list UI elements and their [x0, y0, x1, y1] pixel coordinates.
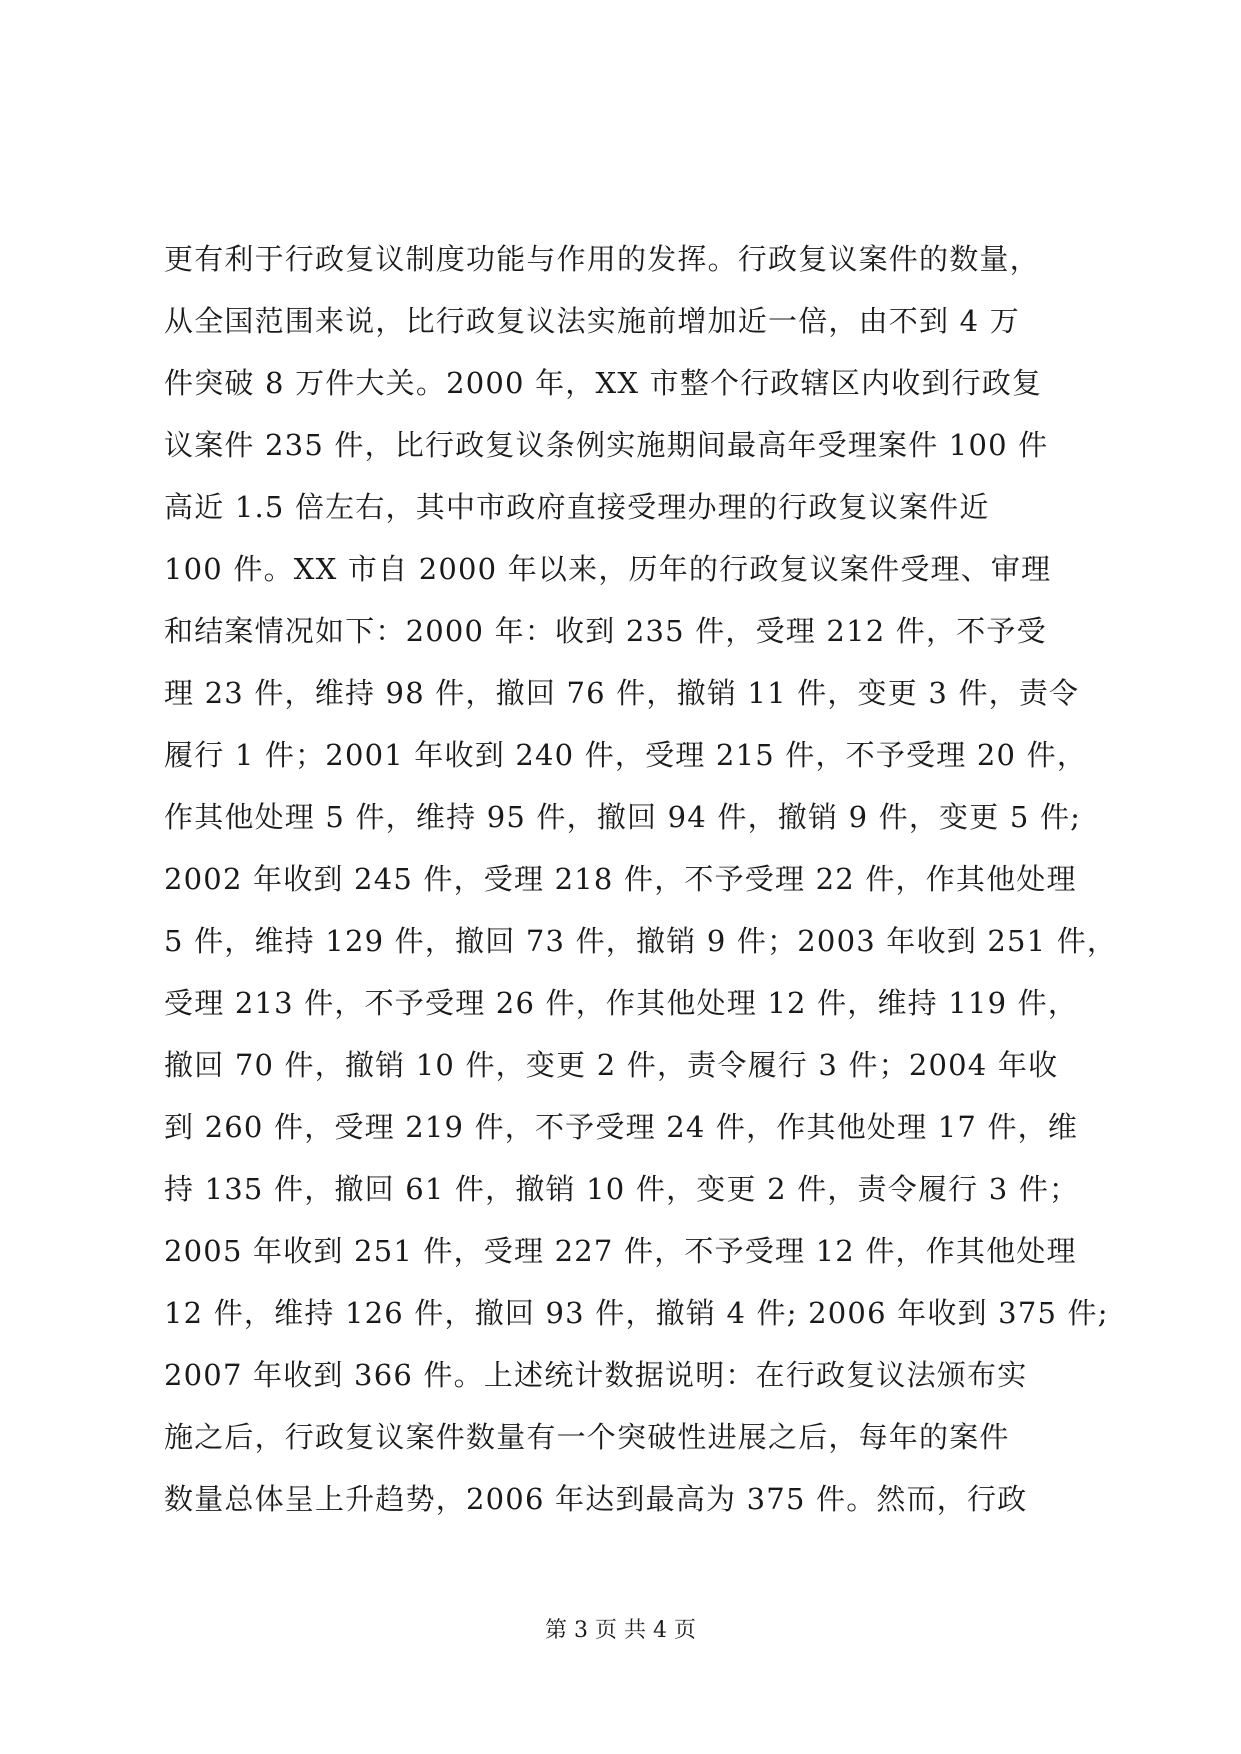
text-line: 和结案情况如下：2000 年：收到 235 件，受理 212 件，不予受 [164, 614, 1047, 648]
text-line: 施之后，行政复议案件数量有一个突破性进展之后，每年的案件 [164, 1420, 1010, 1454]
body-text [164, 228, 1118, 1530]
text-line: 到 260 件，受理 219 件，不予受理 24 件，作其他处理 17 件，维 [164, 1110, 1079, 1144]
text-line: 100 件。XX 市自 2000 年以来，历年的行政复议案件受理、审理 [164, 552, 1052, 586]
text-line: 理 23 件，维持 98 件，撤回 76 件，撤销 11 件，变更 3 件，责令 [164, 676, 1080, 710]
text-line: 2007 年收到 366 件。上述统计数据说明：在行政复议法颁布实 [164, 1358, 1028, 1392]
text-line: 受理 213 件，不予受理 26 件，作其他处理 12 件，维持 119 件， [164, 986, 1079, 1020]
text-line: 作其他处理 5 件，维持 95 件，撤回 94 件，撤销 9 件，变更 5 件; [164, 800, 1082, 834]
text-line: 履行 1 件；2001 年收到 240 件，受理 215 件，不予受理 20 件， [164, 738, 1088, 772]
text-line: 撤回 70 件，撤销 10 件，变更 2 件，责令履行 3 件；2004 年收 [164, 1048, 1059, 1082]
text-line: 2005 年收到 251 件，受理 227 件，不予受理 12 件，作其他处理 [164, 1234, 1077, 1268]
text-line: 高近 1.5 倍左右，其中市政府直接受理办理的行政复议案件近 [164, 490, 990, 524]
text-line: 2002 年收到 245 件，受理 218 件，不予受理 22 件，作其他处理 [164, 862, 1077, 896]
text-line: 议案件 235 件，比行政复议条例实施期间最高年受理案件 100 件 [164, 428, 1049, 462]
text-line: 5 件，维持 129 件，撤回 73 件，撤销 9 件；2003 年收到 251 件， [164, 924, 1118, 958]
text-line: 数量总体呈上升趋势，2006 年达到最高为 375 件。然而，行政 [164, 1482, 1028, 1516]
text-line: 更有利于行政复议制度功能与作用的发挥。行政复议案件的数量， [164, 242, 1040, 276]
text-line: 持 135 件，撤回 61 件，撤销 10 件，变更 2 件，责令履行 3 件； [164, 1172, 1080, 1206]
page-number-footer: 第 3 页 共 4 页 [545, 1618, 696, 1643]
text-line: 从全国范围来说，比行政复议法实施前增加近一倍，由不到 4 万 [164, 304, 1020, 338]
text-line: 12 件，维持 126 件，撤回 93 件，撤销 4 件; 2006 年收到 375 件; [164, 1296, 1109, 1330]
text-line: 件突破 8 万件大关。2000 年，XX 市整个行政辖区内收到行政复 [164, 366, 1043, 400]
